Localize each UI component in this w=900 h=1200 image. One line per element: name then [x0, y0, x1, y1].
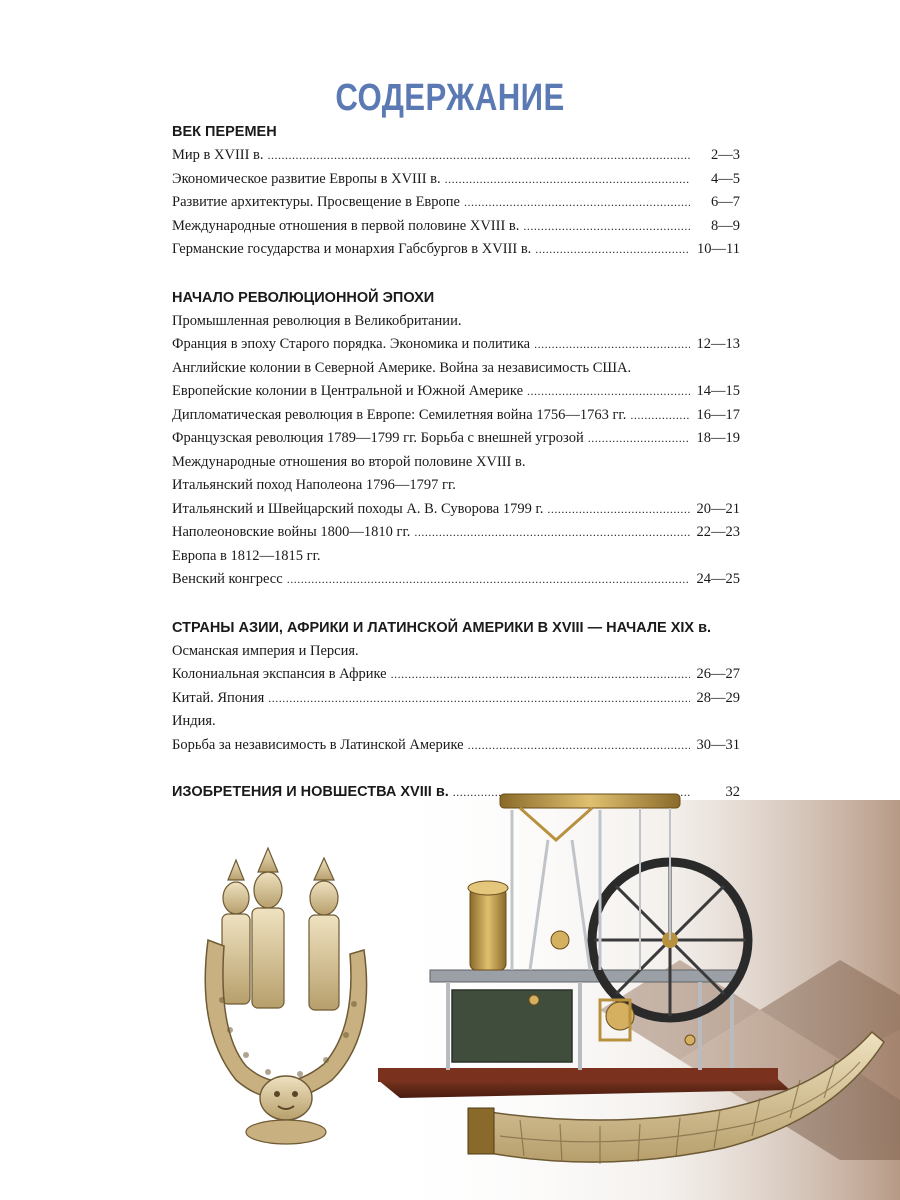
entry-label: Европа в 1812—1815 гг.	[172, 547, 321, 564]
entry-page: 6—7	[711, 194, 740, 210]
toc-entry	[172, 451, 740, 475]
entry-label: Колониальная экспансия в Африке	[172, 666, 387, 682]
toc-entry	[172, 710, 740, 734]
entry-page: 2—3	[711, 147, 740, 163]
toc-entry	[172, 144, 740, 168]
toc-entry	[172, 498, 740, 522]
dot-leader	[588, 427, 690, 451]
dot-leader	[268, 144, 690, 168]
entry-page: 10—11	[697, 241, 740, 257]
entry-page: 20—21	[696, 500, 740, 517]
dot-leader	[630, 404, 690, 428]
entry-label: Экономическое развитие Европы в XVIII в.	[172, 170, 441, 187]
entry-page: 12—13	[696, 336, 740, 352]
toc-entry	[172, 687, 740, 711]
entry-label: Европейские колонии в Центральной и Южной Америке	[172, 383, 524, 399]
entry-label: Наполеоновские войны 1800—1810 гг.	[172, 524, 411, 540]
dot-leader	[547, 498, 690, 522]
entry-label: Франция в эпоху Старого порядка. Экономика и политика	[172, 336, 531, 352]
entry-label: Индия.	[172, 713, 216, 729]
toc-entry	[172, 215, 740, 239]
toc-entry	[172, 310, 740, 334]
african-ivory-carving	[205, 848, 366, 1144]
toc-entry	[172, 238, 740, 262]
entry-label: Развитие архитектуры. Просвещение в Европе	[172, 194, 460, 210]
toc-entry	[172, 404, 740, 428]
dot-leader	[268, 687, 690, 711]
toc-section	[172, 616, 740, 758]
toc-entry	[172, 380, 740, 404]
dot-leader	[527, 380, 690, 404]
artifacts-illustration	[0, 780, 900, 1200]
toc-entry	[172, 545, 740, 569]
dot-leader	[523, 215, 690, 239]
toc-entry	[172, 168, 740, 192]
toc-entry	[172, 191, 740, 215]
entry-label: Французская революция 1789—1799 гг. Борьба с внешней угрозой	[172, 430, 584, 446]
section-heading: ВЕК ПЕРЕМЕН	[172, 124, 277, 140]
entry-page: 24—25	[696, 571, 740, 587]
table-of-contents	[172, 120, 740, 805]
entry-page: 16—17	[696, 406, 740, 423]
entry-label: Международные отношения во второй половине XVIII в.	[172, 453, 526, 470]
entry-label: ИЗОБРЕТЕНИЯ И НОВШЕСТВА XVIII в.	[172, 784, 449, 800]
entry-label: Германские государства и монархия Габсбургов в XVIII в.	[172, 241, 532, 257]
section-heading: НАЧАЛО РЕВОЛЮЦИОННОЙ ЭПОХИ	[172, 289, 435, 306]
toc-section	[172, 120, 740, 262]
entry-label: Борьба за независимость в Латинской Америке	[172, 736, 464, 753]
entry-label: Китай. Япония	[172, 689, 265, 706]
entry-page: 28—29	[696, 689, 740, 706]
toc-entry	[172, 663, 740, 687]
dot-leader	[535, 238, 690, 262]
dot-leader	[391, 663, 690, 687]
entry-label: Венский конгресс	[172, 571, 283, 587]
entry-label: Итальянский поход Наполеона 1796—1797 гг.	[172, 477, 456, 493]
entry-page: 32	[725, 784, 740, 800]
entry-label: Промышленная революция в Великобритании.	[172, 312, 462, 329]
toc-entry	[172, 333, 740, 357]
toc-entry	[172, 357, 740, 381]
entry-label: Османская империя и Персия.	[172, 642, 359, 659]
entry-page: 22—23	[696, 524, 740, 540]
dot-leader	[464, 191, 690, 215]
dot-leader	[445, 168, 690, 192]
entry-label: Итальянский и Швейцарский походы А. В. Суворова 1799 г.	[172, 500, 544, 517]
dot-leader	[414, 521, 690, 545]
entry-label: Мир в XVIII в.	[172, 147, 264, 163]
toc-entry	[172, 521, 740, 545]
dot-leader	[287, 568, 690, 592]
entry-label: Международные отношения в первой половине XVIII в.	[172, 217, 520, 234]
entry-page: 4—5	[711, 170, 740, 187]
page-title: СОДЕРЖАНИЕ	[335, 77, 565, 120]
toc-entry	[172, 640, 740, 664]
toc-entry	[172, 568, 740, 592]
toc-entry	[172, 734, 740, 758]
section-heading: СТРАНЫ АЗИИ, АФРИКИ И ЛАТИНСКОЙ АМЕРИКИ В XVIII — НАЧАЛЕ XIX в.	[172, 619, 712, 636]
toc-entry	[172, 427, 740, 451]
toc-entry	[172, 474, 740, 498]
entry-page: 18—19	[696, 430, 740, 446]
entry-page: 30—31	[696, 736, 740, 753]
entry-page: 8—9	[711, 217, 740, 234]
dot-leader	[534, 333, 690, 357]
entry-label: Английские колонии в Северной Америке. Война за независимость США.	[172, 359, 632, 376]
entry-label: Дипломатическая революция в Европе: Семилетняя война 1756—1763 гг.	[172, 406, 627, 423]
dot-leader	[468, 734, 690, 758]
toc-section	[172, 286, 740, 592]
entry-page: 14—15	[696, 383, 740, 399]
entry-page: 26—27	[696, 666, 740, 682]
